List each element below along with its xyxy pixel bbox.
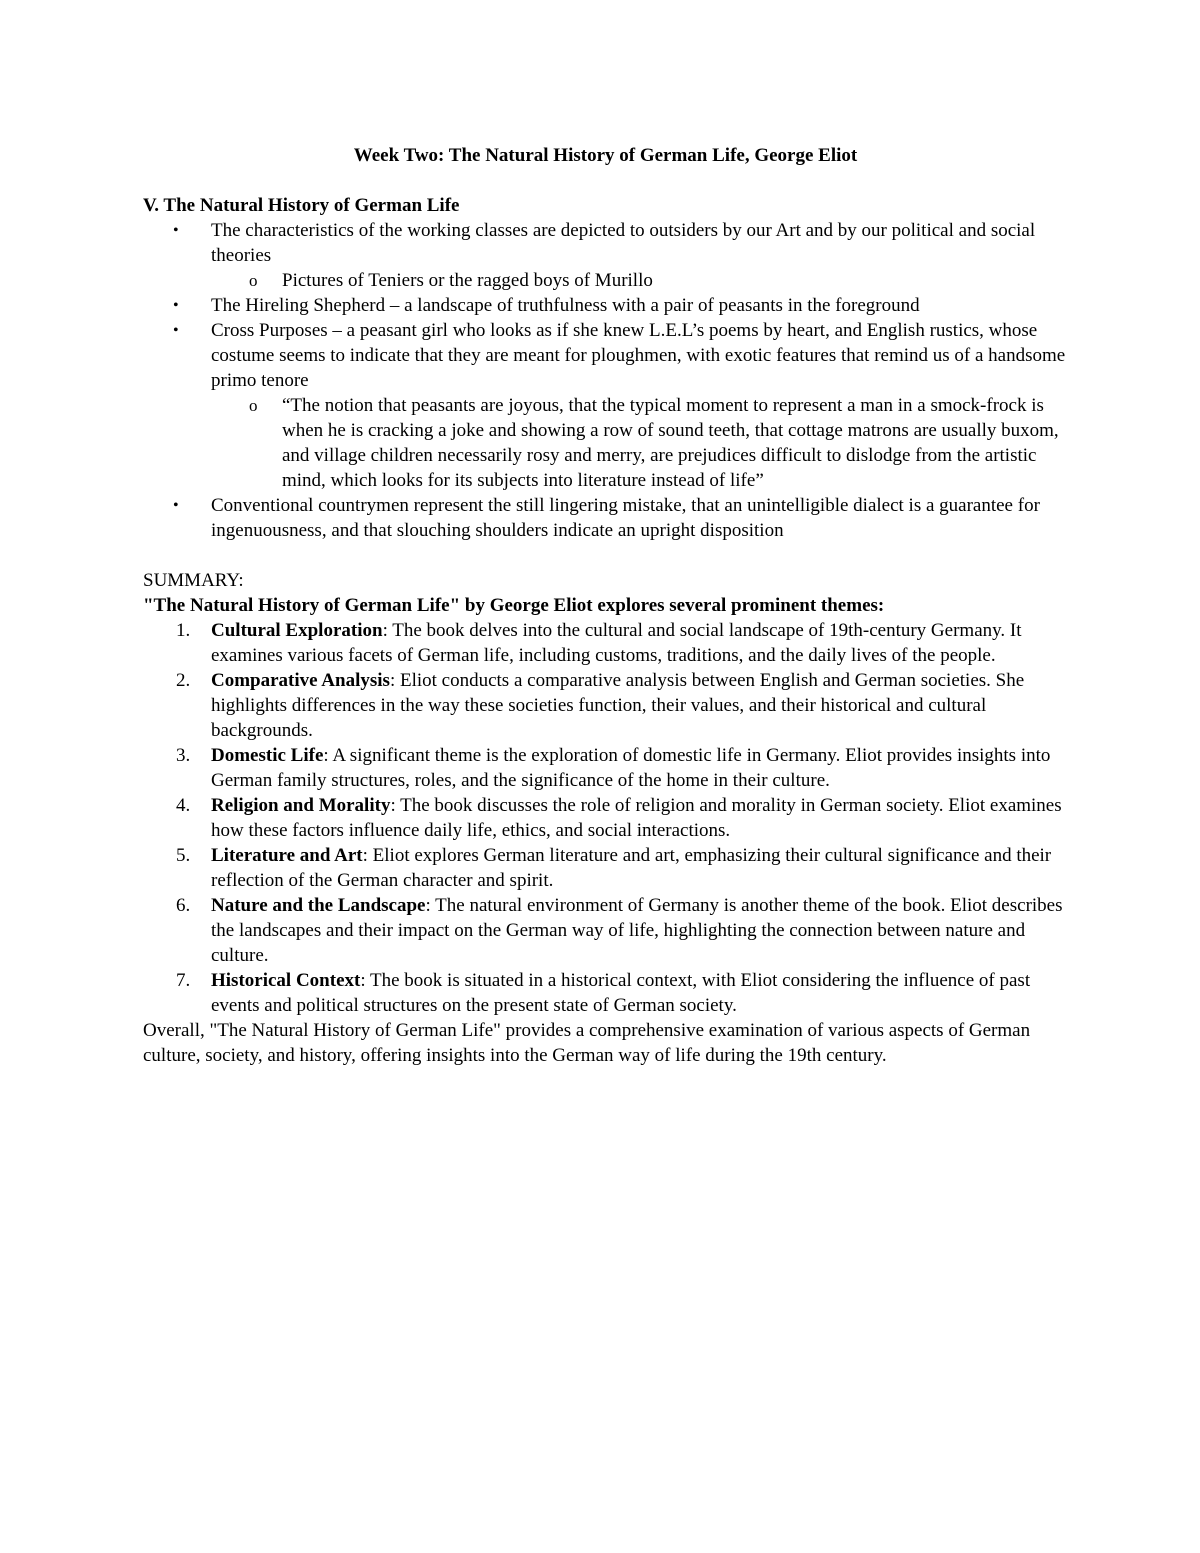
bullet-icon: • bbox=[173, 297, 179, 314]
sub-bullet-item bbox=[211, 393, 1068, 493]
bullet-item bbox=[143, 218, 1068, 293]
document-page bbox=[143, 143, 1068, 1068]
document-title: Week Two: The Natural History of German Life, George Eliot bbox=[353, 145, 858, 166]
theme-name: Religion and Morality bbox=[211, 795, 391, 816]
theme-text: : Eliot conducts a comparative analysis between English and German societies. She highlights differences in the way these societies function, their values, and their historical and cultural backgrounds. bbox=[211, 670, 1025, 741]
sub-bullet-list bbox=[211, 393, 1068, 493]
sub-bullet-list bbox=[211, 268, 1068, 293]
theme-number: 2. bbox=[176, 670, 191, 691]
sub-bullet-text: “The notion that peasants are joyous, that the typical moment to represent a man in a smock-frock is when he is cracking a joke and showing a row of sound teeth, that cottage matrons are usually buxom, and village children necessarily rosy and merry, are prejudices difficult to dislodge from the artistic mind, which looks for its subjects into literature instead of life” bbox=[282, 395, 1059, 491]
theme-name: Nature and the Landscape bbox=[211, 895, 426, 916]
theme-item bbox=[143, 968, 1068, 1018]
theme-text: : The book delves into the cultural and social landscape of 19th-century Germany. It examines various facets of German life, including customs, traditions, and the daily lives of the people. bbox=[211, 620, 1022, 666]
theme-number: 5. bbox=[176, 845, 191, 866]
theme-item bbox=[143, 743, 1068, 793]
section-heading: V. The Natural History of German Life bbox=[143, 195, 460, 216]
bullet-item bbox=[143, 493, 1068, 543]
theme-name: Domestic Life bbox=[211, 745, 324, 766]
theme-number: 3. bbox=[176, 745, 191, 766]
theme-text: : The book is situated in a historical context, with Eliot considering the influence of past events and political structures on the present state of German society. bbox=[211, 970, 1031, 1016]
theme-text: : Eliot explores German literature and art, emphasizing their cultural significance and their reflection of the German character and spirit. bbox=[211, 845, 1052, 891]
theme-number: 1. bbox=[176, 620, 191, 641]
theme-item bbox=[143, 793, 1068, 843]
theme-item bbox=[143, 843, 1068, 893]
theme-item bbox=[143, 618, 1068, 668]
bullet-item bbox=[143, 318, 1068, 493]
summary-label: SUMMARY: bbox=[143, 570, 244, 591]
theme-text: : The book discusses the role of religion and morality in German society. Eliot examines how these factors influence daily life, ethics, and social interactions. bbox=[211, 795, 1062, 841]
bullet-icon: • bbox=[173, 497, 179, 514]
bullet-icon: • bbox=[173, 222, 179, 239]
theme-name: Comparative Analysis bbox=[211, 670, 390, 691]
bullet-item bbox=[143, 293, 1068, 318]
theme-number: 4. bbox=[176, 795, 191, 816]
sub-bullet-text: Pictures of Teniers or the ragged boys of Murillo bbox=[282, 270, 653, 291]
closing-paragraph: Overall, "The Natural History of German Life" provides a comprehensive examination of various aspects of German culture, society, and history, offering insights into the German way of life during the 19th century. bbox=[143, 1020, 1031, 1066]
paragraph-spacer bbox=[143, 543, 1068, 568]
sub-bullet-item bbox=[211, 268, 1068, 293]
theme-text: : A significant theme is the exploration of domestic life in Germany. Eliot provides insights into German family structures, roles, and the significance of the home in their culture. bbox=[211, 745, 1051, 791]
sub-bullet-icon: o bbox=[249, 271, 258, 290]
theme-item bbox=[143, 668, 1068, 743]
theme-number: 7. bbox=[176, 970, 191, 991]
theme-name: Historical Context bbox=[211, 970, 361, 991]
theme-name: Literature and Art bbox=[211, 845, 363, 866]
theme-name: Cultural Exploration bbox=[211, 620, 383, 641]
themes-numbered-list bbox=[143, 618, 1068, 1018]
bullet-text: The characteristics of the working classes are depicted to outsiders by our Art and by our political and social theories bbox=[211, 220, 1036, 266]
theme-item bbox=[143, 893, 1068, 968]
theme-text: : The natural environment of Germany is another theme of the book. Eliot describes the landscapes and their impact on the German way of life, highlighting the connection between nature and culture. bbox=[211, 895, 1063, 966]
bullet-text: The Hireling Shepherd – a landscape of truthfulness with a pair of peasants in the foreground bbox=[211, 295, 920, 316]
sub-bullet-icon: o bbox=[249, 396, 258, 415]
bullet-text: Cross Purposes – a peasant girl who looks as if she knew L.E.L’s poems by heart, and English rustics, whose costume seems to indicate that they are meant for ploughmen, with exotic features that remind us of a handsome primo tenore bbox=[211, 320, 1066, 391]
notes-bullet-list bbox=[143, 218, 1068, 543]
bullet-icon: • bbox=[173, 322, 179, 339]
bullet-text: Conventional countrymen represent the still lingering mistake, that an unintelligible dialect is a guarantee for ingenuousness, and that slouching shoulders indicate an upright disposition bbox=[211, 495, 1040, 541]
summary-intro: "The Natural History of German Life" by George Eliot explores several prominent themes: bbox=[143, 595, 885, 616]
theme-number: 6. bbox=[176, 895, 191, 916]
